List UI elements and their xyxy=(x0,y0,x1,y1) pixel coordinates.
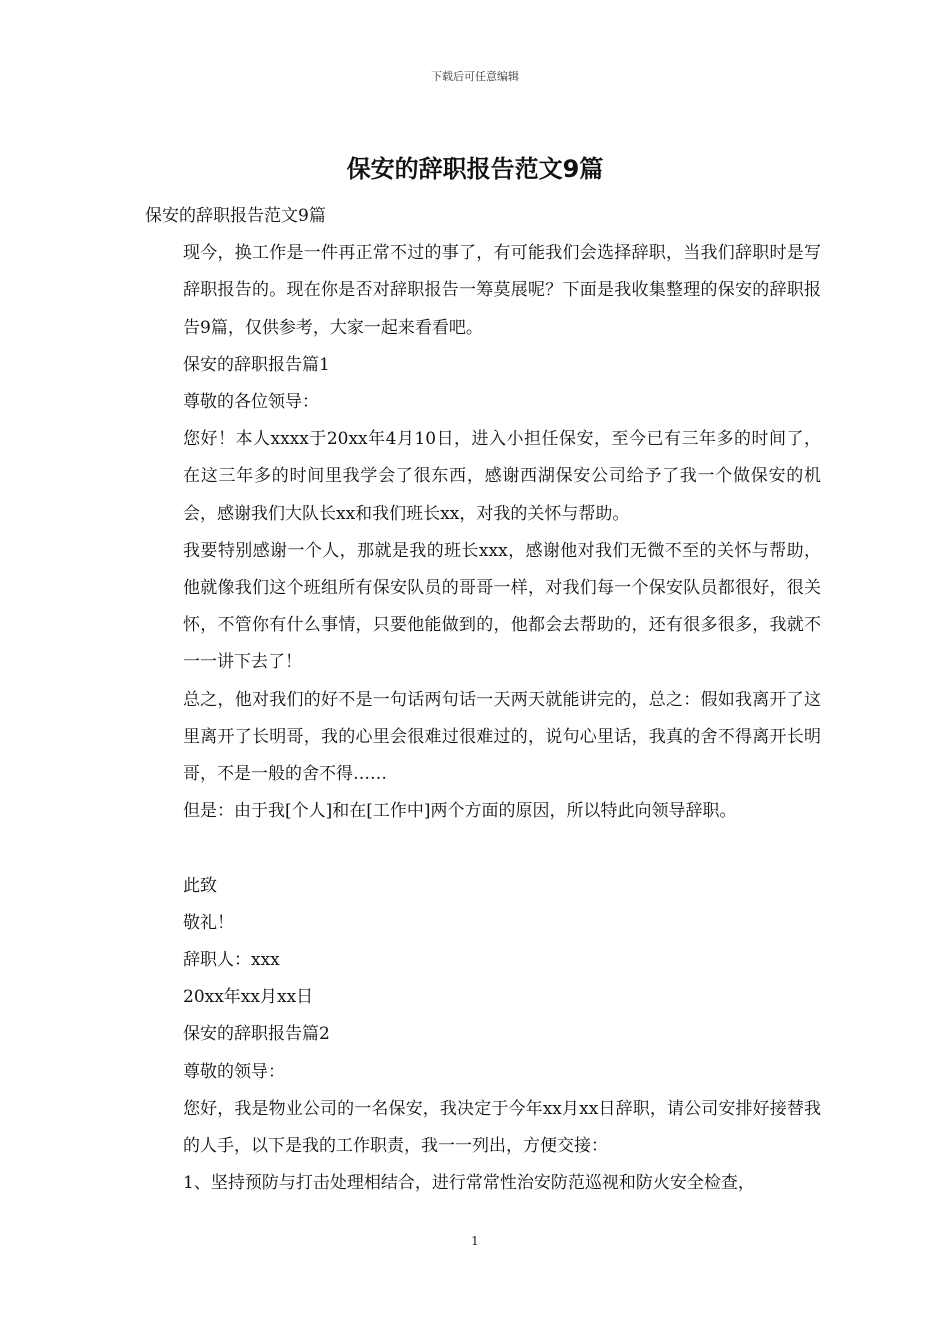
body-paragraph: 但是：由于我[个人]和在[工作中]两个方面的原因，所以特此向领导辞职。 xyxy=(183,801,737,822)
page-title: 保安的辞职报告范文9篇 xyxy=(346,155,604,183)
section-heading-1: 保安的辞职报告篇1 xyxy=(183,354,330,375)
list-item: 1、坚持预防与打击处理相结合，进行常常性治安防范巡视和防火安全检查， xyxy=(183,1173,755,1194)
body-paragraph: 总之，他对我们的好不是一句话两句话一天两天就能讲完的，总之：假如我离开了这里离开了长明哥，我的心里会很难过很难过的，说句心里话，我真的舍不得离开长明哥，不是一般的舍不得…… xyxy=(183,689,821,785)
intro-paragraph: 现今，换工作是一件再正常不过的事了，有可能我们会选择辞职，当我们辞职时是写辞职报告的。现在你是否对辞职报告一筹莫展呢？下面是我收集整理的保安的辞职报告9篇，仅供参考，大家一起来看看吧。 xyxy=(183,243,821,338)
page-number: 1 xyxy=(471,1234,479,1248)
body-paragraph: 您好！本人xxxx于20xx年4月10日，进入小担任保安，至今已有三年多的时间了，在这三年多的时间里我学会了很东西，感谢西湖保安公司给予了我一个做保安的机会，感谢我们大队长xx和我们班长xx，对我的关怀与帮助。 xyxy=(183,429,821,524)
header-note: 下载后可任意编辑 xyxy=(431,70,519,83)
closing-line: 敬礼！ xyxy=(183,912,234,933)
body-paragraph: 我要特别感谢一个人，那就是我的班长xxx，感谢他对我们无微不至的关怀与帮助，他就像我们这个班组所有保安队员的哥哥一样，对我们每一个保安队员都很好，很关怀，不管你有什么事情，只要他能做到的，他都会去帮助的，还有很多很多，我就不一一讲下去了！ xyxy=(183,540,821,673)
date-line: 20xx年xx月xx日 xyxy=(183,987,314,1008)
document-body xyxy=(145,198,821,1202)
body-paragraph: 您好，我是物业公司的一名保安，我决定于今年xx月xx日辞职，请公司安排好接替我的人手，以下是我的工作职责，我一一列出，方便交接： xyxy=(183,1098,821,1157)
closing-line: 此致 xyxy=(183,875,217,896)
signature-line: 辞职人：xxx xyxy=(183,950,280,971)
intro-heading: 保安的辞职报告范文9篇 xyxy=(145,206,326,226)
blank-line xyxy=(145,830,821,867)
salutation-1: 尊敬的各位领导： xyxy=(183,392,319,413)
section-heading-2: 保安的辞职报告篇2 xyxy=(183,1024,330,1045)
salutation-2: 尊敬的领导： xyxy=(183,1061,285,1082)
